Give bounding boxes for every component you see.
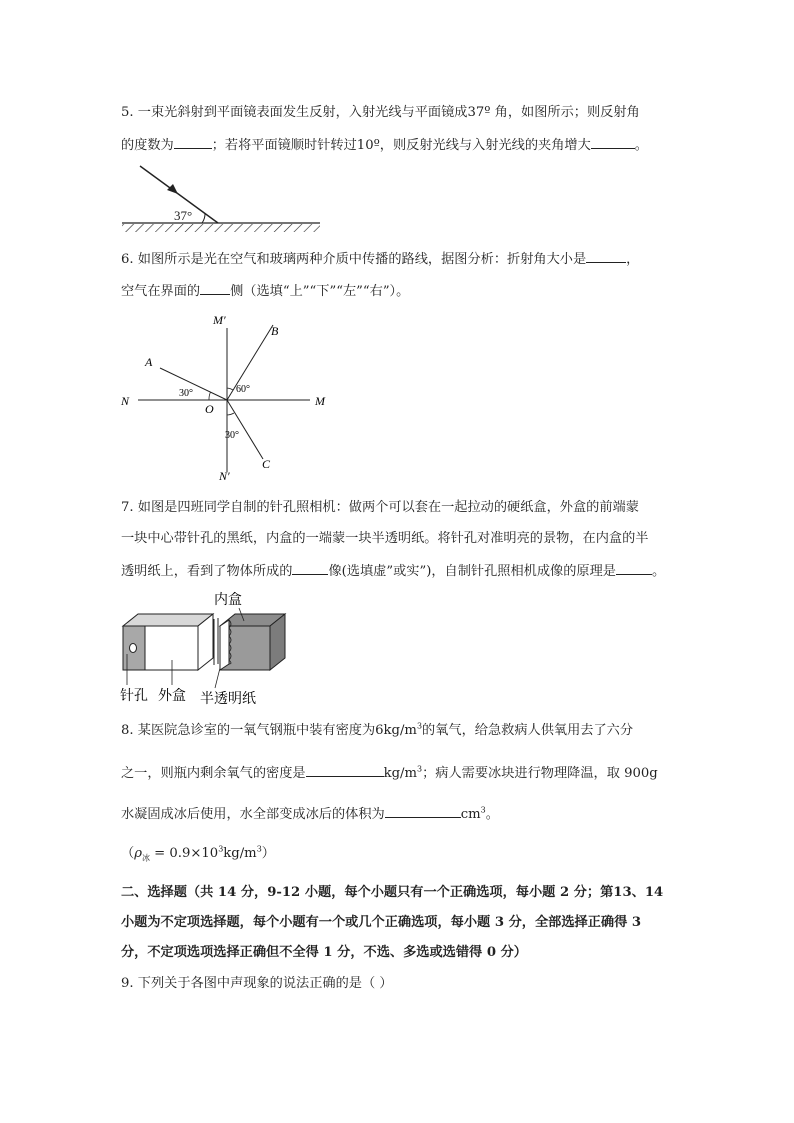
answer-blank[interactable] — [174, 134, 212, 149]
q8-text-part: 之一，则瓶内剩余氧气的密度是 — [121, 766, 306, 781]
ray-oa — [160, 368, 227, 400]
mirror-reflection-figure — [118, 160, 328, 240]
label-m: M — [315, 394, 325, 408]
q5-text-line2 — [121, 134, 648, 156]
answer-blank[interactable] — [591, 134, 635, 149]
q6-text-part: 侧（选填“上”“下”“左”“右”）。 — [230, 284, 410, 299]
angle-arc — [209, 392, 211, 400]
formula-subscript: 冰 — [141, 853, 150, 863]
label-c: C — [262, 457, 271, 471]
q6-text-part: ， — [626, 252, 640, 267]
q7-text-part: 透明纸上，看到了物体所成的 — [121, 564, 293, 579]
section2-line3: 分，不定项选项选择正确但不全得 1 分，不选、多选或选错得 0 分） — [121, 945, 527, 960]
label-a: A — [145, 355, 153, 369]
label-pinhole: 针孔 — [120, 689, 148, 704]
angle-arc — [227, 388, 233, 390]
angle-label: 37° — [174, 208, 193, 223]
q8-text-part: 8. 某医院急诊室的一氧气钢瓶中装有密度为 — [121, 723, 376, 738]
formula-part: kg/m — [223, 846, 257, 861]
label-n: N — [121, 394, 130, 408]
answer-blank[interactable] — [200, 280, 230, 295]
label-b: B — [271, 324, 279, 338]
q5-text-part: 。 — [634, 138, 648, 153]
formula-exponent: 3 — [256, 844, 262, 854]
pinhole-icon — [130, 644, 137, 653]
pinhole-camera-figure — [117, 588, 287, 710]
label-translucent-paper: 半透明纸 — [200, 692, 256, 707]
outer-box-side — [145, 626, 198, 670]
angle-label-b: 60° — [236, 384, 250, 395]
q8-text-line1 — [121, 721, 633, 741]
q6-text-part: 空气在界面的 — [121, 284, 201, 299]
angle-label-a: 30° — [179, 388, 193, 399]
q8-unit: cm — [460, 807, 481, 822]
answer-blank[interactable] — [616, 560, 652, 575]
angle-arc — [227, 413, 234, 415]
formula-part: （ — [121, 846, 135, 861]
q8-text-part: 的氧气，给急救病人供氧用去了六分 — [422, 723, 634, 738]
mirror-hatching — [122, 224, 320, 232]
section2-line1: 二、选择题（共 14 分，9-12 小题，每个小题只有一个正确选项，每小题 2 分；第13、14 — [121, 885, 664, 900]
label-outer-box: 外盒 — [158, 689, 186, 704]
q8-text-line3 — [121, 803, 499, 825]
translucent-paper — [220, 620, 229, 670]
q8-exponent: 3 — [417, 764, 423, 774]
label-m-prime: M′ — [213, 313, 226, 327]
label-o: O — [205, 402, 214, 416]
q5-text-part: ；若将平面镜顺时针转过10º，则反射光线与入射光线的夹角增大 — [211, 138, 591, 153]
q8-text-part: 。 — [485, 807, 499, 822]
q8-value: 6kg/m — [375, 723, 417, 738]
angle-arc — [202, 213, 205, 223]
q5-text-line1: 5. 一束光斜射到平面镜表面发生反射，入射光线与平面镜成37º 角，如图所示；则反射角 — [121, 105, 640, 120]
q8-text-part: ；病人需要冰块进行物理降温，取 900g — [422, 766, 658, 781]
q8-text-part: 水凝固成冰后使用，水全部变成冰后的体积为 — [121, 807, 385, 822]
ray-ob — [227, 325, 273, 400]
label-inner-box: 内盒 — [214, 593, 242, 608]
formula-part: = 0.9×10 — [149, 846, 219, 861]
q9-text-line1: 9. 下列关于各图中声现象的说法正确的是（ ） — [121, 976, 393, 991]
q7-text-part: 像(选填虚”或实”)，自制针孔照相机成像的原理是 — [328, 564, 616, 579]
answer-blank[interactable] — [385, 803, 461, 818]
formula-exponent: 3 — [218, 844, 224, 854]
q8-unit: kg/m — [383, 766, 418, 781]
q6-text-line1 — [121, 248, 639, 270]
formula-rho: ρ — [134, 846, 142, 861]
answer-blank[interactable] — [586, 248, 626, 263]
q8-exponent: 3 — [480, 805, 486, 815]
q7-text-line3 — [121, 560, 665, 582]
q8-density-formula — [121, 844, 275, 864]
formula-part: ） — [261, 846, 275, 861]
q7-text-line2: 一块中心带针孔的黑纸，内盒的一端蒙一块半透明纸。将针孔对准明亮的景物，在内盒的半 — [121, 531, 649, 546]
angle-label-c: 30° — [225, 430, 239, 441]
q7-text-part: 。 — [651, 564, 666, 579]
answer-blank[interactable] — [292, 560, 328, 575]
q8-text-line2 — [121, 762, 658, 784]
q8-exponent: 3 — [416, 721, 423, 731]
answer-blank[interactable] — [306, 762, 384, 777]
q6-text-part: 6. 如图所示是光在空气和玻璃两种介质中传播的路线，据图分析：折射角大小是 — [121, 252, 587, 267]
label-n-prime: N′ — [219, 469, 230, 483]
q6-text-line2 — [121, 280, 409, 302]
ray-arrow-icon — [167, 184, 178, 194]
q5-text-part: 的度数为 — [121, 138, 174, 153]
section2-line2: 小题为不定项选择题，每个小题有一个或几个正确选项，每小题 3 分，全部选择正确得 3 — [121, 915, 642, 930]
q7-text-line1: 7. 如图是四班同学自制的针孔照相机：做两个可以套在一起拉动的硬纸盒，外盒的前端蒙 — [121, 500, 639, 515]
refraction-figure — [110, 308, 340, 488]
